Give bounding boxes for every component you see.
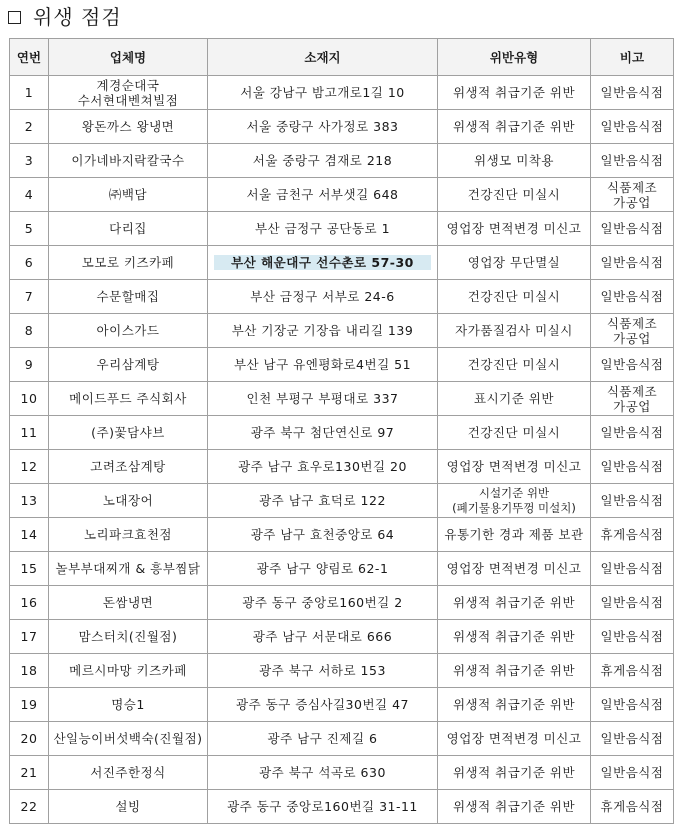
cell-note: 일반음식점: [591, 722, 674, 756]
cell-violation: 위생적 취급기준 위반: [438, 790, 591, 824]
cell-note: 일반음식점: [591, 756, 674, 790]
cell-address: 부산 금정구 서부로 24-6: [208, 280, 438, 314]
table-row: [10, 518, 674, 552]
cell-no: 18: [10, 654, 49, 688]
table-row: [10, 586, 674, 620]
cell-violation: 영업장 면적변경 미신고: [438, 450, 591, 484]
cell-note: 휴게음식점: [591, 790, 674, 824]
cell-no: 4: [10, 178, 49, 212]
cell-note: 일반음식점: [591, 110, 674, 144]
cell-address: 광주 북구 서하로 153: [208, 654, 438, 688]
cell-address: 광주 북구 석곡로 630: [208, 756, 438, 790]
cell-no: 15: [10, 552, 49, 586]
cell-no: 12: [10, 450, 49, 484]
cell-note: 일반음식점: [591, 586, 674, 620]
cell-address: 광주 남구 양림로 62-1: [208, 552, 438, 586]
cell-business: 메르시마망 키즈카페: [49, 654, 208, 688]
cell-no: 13: [10, 484, 49, 518]
cell-violation: 위생모 미착용: [438, 144, 591, 178]
cell-no: 7: [10, 280, 49, 314]
cell-violation: 위생적 취급기준 위반: [438, 586, 591, 620]
cell-no: 17: [10, 620, 49, 654]
cell-no: 22: [10, 790, 49, 824]
table-row: [10, 110, 674, 144]
cell-no: 20: [10, 722, 49, 756]
cell-no: 19: [10, 688, 49, 722]
table-row: [10, 552, 674, 586]
cell-address: 광주 남구 서문대로 666: [208, 620, 438, 654]
cell-business: 맘스터치(진월점): [49, 620, 208, 654]
cell-address: 서울 강남구 밤고개로1길 10: [208, 76, 438, 110]
cell-note: 일반음식점: [591, 688, 674, 722]
header-note: 비고: [591, 39, 674, 76]
cell-violation: 유통기한 경과 제품 보관: [438, 518, 591, 552]
cell-business: 명승1: [49, 688, 208, 722]
cell-note: 휴게음식점: [591, 518, 674, 552]
cell-no: 16: [10, 586, 49, 620]
cell-address: 광주 남구 진제길 6: [208, 722, 438, 756]
cell-no: 21: [10, 756, 49, 790]
table-row: [10, 620, 674, 654]
cell-violation: 위생적 취급기준 위반: [438, 756, 591, 790]
header-business: 업체명: [49, 39, 208, 76]
cell-violation: 위생적 취급기준 위반: [438, 110, 591, 144]
cell-address: 서울 중랑구 겸재로 218: [208, 144, 438, 178]
cell-violation: 표시기준 위반: [438, 382, 591, 416]
cell-note: 일반음식점: [591, 416, 674, 450]
cell-address: 부산 남구 유엔평화로4번길 51: [208, 348, 438, 382]
cell-no: 1: [10, 76, 49, 110]
cell-no: 3: [10, 144, 49, 178]
cell-business: 우리삼계탕: [49, 348, 208, 382]
cell-note: 식품제조 가공업: [591, 382, 674, 416]
table-row: [10, 280, 674, 314]
cell-address: 서울 중랑구 사가정로 383: [208, 110, 438, 144]
cell-violation: 영업장 면적변경 미신고: [438, 212, 591, 246]
cell-address: [208, 246, 438, 280]
cell-note: 일반음식점: [591, 144, 674, 178]
cell-address: 광주 동구 중앙로160번길 2: [208, 586, 438, 620]
cell-violation: 위생적 취급기준 위반: [438, 654, 591, 688]
cell-business: 아이스가드: [49, 314, 208, 348]
cell-note: 일반음식점: [591, 212, 674, 246]
cell-violation: 자가품질검사 미실시: [438, 314, 591, 348]
table-row: [10, 178, 674, 212]
cell-address: 부산 금정구 공단동로 1: [208, 212, 438, 246]
cell-business: 산일능이버섯백숙(진월점): [49, 722, 208, 756]
cell-business: 왕돈까스 왕냉면: [49, 110, 208, 144]
table-row: [10, 144, 674, 178]
table-header-row: [10, 39, 674, 76]
cell-business: 놀부부대찌개 & 흥부찜닭: [49, 552, 208, 586]
cell-business: 노리파크효천점: [49, 518, 208, 552]
cell-note: 일반음식점: [591, 620, 674, 654]
cell-violation: 위생적 취급기준 위반: [438, 688, 591, 722]
cell-no: 10: [10, 382, 49, 416]
table-row: [10, 212, 674, 246]
cell-violation: 건강진단 미실시: [438, 416, 591, 450]
cell-business: 설빙: [49, 790, 208, 824]
cell-business: (주)꽃담샤브: [49, 416, 208, 450]
page-title: [8, 2, 122, 32]
table-row: [10, 450, 674, 484]
cell-address: 서울 금천구 서부샛길 648: [208, 178, 438, 212]
cell-no: 11: [10, 416, 49, 450]
cell-note: 식품제조 가공업: [591, 314, 674, 348]
cell-note: 일반음식점: [591, 484, 674, 518]
table-row: [10, 382, 674, 416]
cell-violation: 영업장 면적변경 미신고: [438, 722, 591, 756]
cell-note: 식품제조 가공업: [591, 178, 674, 212]
header-address: 소재지: [208, 39, 438, 76]
cell-address: 광주 남구 효덕로 122: [208, 484, 438, 518]
table-row: [10, 756, 674, 790]
inspection-table: [9, 38, 674, 824]
cell-no: 5: [10, 212, 49, 246]
cell-business: 수문할매집: [49, 280, 208, 314]
cell-business: 서진주한정식: [49, 756, 208, 790]
cell-note: 일반음식점: [591, 76, 674, 110]
cell-violation: 위생적 취급기준 위반: [438, 620, 591, 654]
table-body: [10, 76, 674, 824]
cell-violation: 건강진단 미실시: [438, 280, 591, 314]
cell-note: 일반음식점: [591, 246, 674, 280]
cell-business: ㈜백담: [49, 178, 208, 212]
header-violation: 위반유형: [438, 39, 591, 76]
cell-violation: 영업장 면적변경 미신고: [438, 552, 591, 586]
cell-violation: 위생적 취급기준 위반: [438, 76, 591, 110]
table-row: [10, 314, 674, 348]
cell-address: 광주 남구 효천중앙로 64: [208, 518, 438, 552]
cell-business: 다리집: [49, 212, 208, 246]
cell-business: 계경순대국 수서현대벤쳐빌점: [49, 76, 208, 110]
cell-business: 고려조삼계탕: [49, 450, 208, 484]
table-row: [10, 76, 674, 110]
checkbox-square-icon: [8, 11, 21, 24]
cell-violation: 시설기준 위반 (폐기물용기뚜껑 미설치): [438, 484, 591, 518]
highlighted-address: 부산 해운대구 선수촌로 57-30: [214, 255, 431, 270]
cell-address: 광주 남구 효우로130번길 20: [208, 450, 438, 484]
cell-no: 8: [10, 314, 49, 348]
cell-address: 인천 부평구 부평대로 337: [208, 382, 438, 416]
cell-address: 광주 북구 첨단연신로 97: [208, 416, 438, 450]
cell-note: 휴게음식점: [591, 654, 674, 688]
table-row: [10, 654, 674, 688]
table-row: [10, 484, 674, 518]
cell-note: 일반음식점: [591, 280, 674, 314]
cell-business: 메이드푸드 주식회사: [49, 382, 208, 416]
cell-note: 일반음식점: [591, 552, 674, 586]
cell-no: 6: [10, 246, 49, 280]
header-no: 연번: [10, 39, 49, 76]
cell-note: 일반음식점: [591, 450, 674, 484]
page-title-text: 위생 점검: [33, 5, 122, 29]
cell-address: 광주 동구 증심사길30번길 47: [208, 688, 438, 722]
cell-business: 돈쌈냉면: [49, 586, 208, 620]
table-row: [10, 416, 674, 450]
table-row: [10, 246, 674, 280]
cell-note: 일반음식점: [591, 348, 674, 382]
cell-no: 14: [10, 518, 49, 552]
cell-address: 부산 기장군 기장읍 내리길 139: [208, 314, 438, 348]
cell-business: 노대장어: [49, 484, 208, 518]
cell-no: 9: [10, 348, 49, 382]
table-row: [10, 722, 674, 756]
cell-business: 모모로 키즈카페: [49, 246, 208, 280]
cell-violation: 건강진단 미실시: [438, 348, 591, 382]
cell-violation: 영업장 무단멸실: [438, 246, 591, 280]
cell-address: 광주 동구 중앙로160번길 31-11: [208, 790, 438, 824]
table-row: [10, 348, 674, 382]
table-row: [10, 790, 674, 824]
cell-business: 이가네바지락칼국수: [49, 144, 208, 178]
table-row: [10, 688, 674, 722]
cell-violation: 건강진단 미실시: [438, 178, 591, 212]
cell-no: 2: [10, 110, 49, 144]
